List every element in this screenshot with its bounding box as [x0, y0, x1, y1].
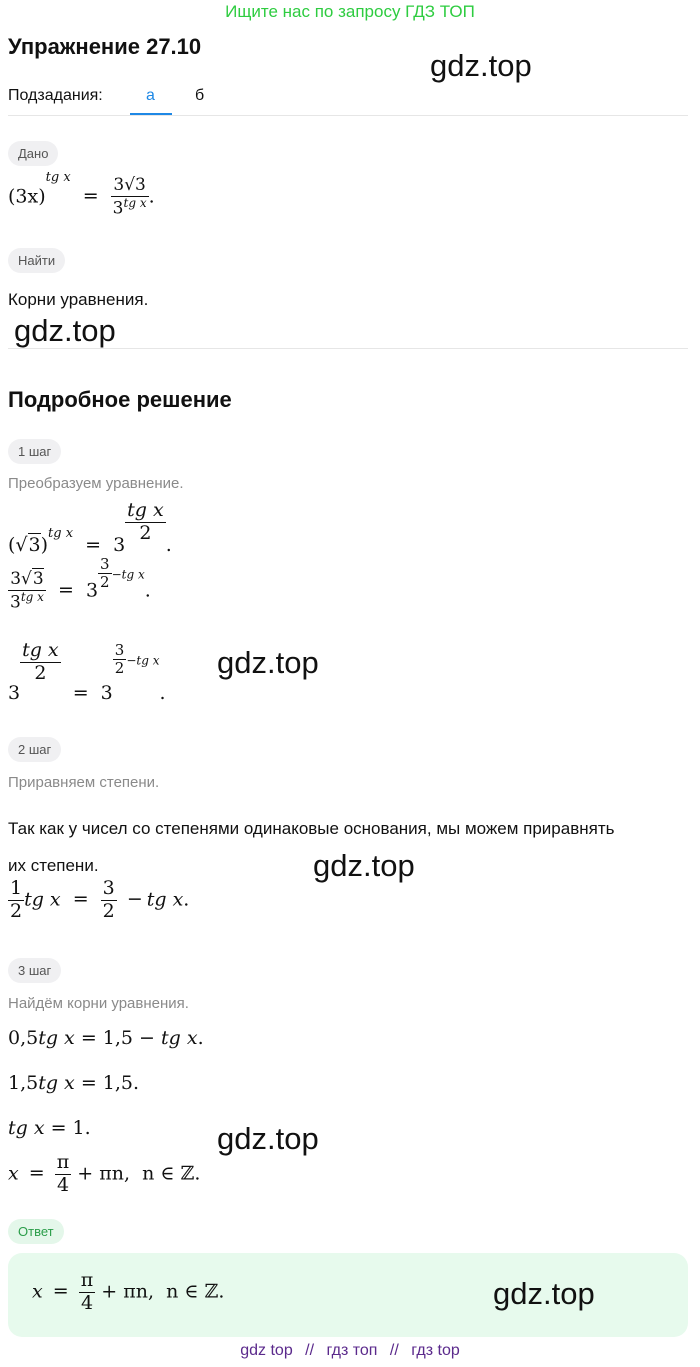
- given-eq-end: .: [148, 185, 155, 208]
- watermark: gdz.top: [313, 848, 415, 883]
- footer-links: [0, 1342, 700, 1360]
- divider: [8, 348, 688, 349]
- solution-title: Подробное решение: [8, 387, 232, 412]
- step-3-line-4: x = $\frac{\pi}{4}$ + πn, n ∈ ℤ.: [8, 1151, 201, 1196]
- footer-link-2[interactable]: гдз топ: [326, 1342, 378, 1359]
- step-1-caption: Преобразуем уравнение.: [8, 475, 184, 492]
- find-pill: Найти: [8, 248, 65, 273]
- step-3-line-3: tg x = 1.: [8, 1117, 91, 1139]
- watermark: gdz.top: [493, 1276, 595, 1311]
- watermark: gdz.top: [14, 313, 116, 348]
- step-1-line-1: $(√3)_{tg x} = 3$ $\frac{\text{tg x}}{2}$ .: [8, 499, 172, 557]
- footer-link-1[interactable]: gdz top: [240, 1342, 293, 1359]
- step-3-caption: Найдём корни уравнения.: [8, 995, 189, 1012]
- find-text: Корни уравнения.: [8, 290, 149, 309]
- step-2-text-line-1: Так как у чисел со степенями одинаковые основания, мы можем приравнять: [8, 819, 615, 838]
- step-3-line-2: 1,5tg x = 1,5.: [8, 1072, 140, 1094]
- watermark: gdz.top: [217, 1121, 319, 1156]
- given-rhs-den-exp: tg x: [123, 195, 147, 210]
- given-lhs-exp: tg x: [45, 170, 71, 185]
- given-equation: [8, 170, 155, 219]
- page-title: Упражнение 27.10: [8, 34, 202, 59]
- step-2-line-1: $\frac{1}{2}$ tg x = $\frac{3}{2}$ − tg x.: [10, 877, 190, 922]
- step-2-caption: Приравняем степени.: [8, 774, 160, 791]
- given-pill: Дано: [8, 141, 58, 166]
- step-2-text-line-2: их степени.: [8, 856, 99, 875]
- watermark: gdz.top: [430, 48, 532, 83]
- footer-separator: //: [389, 1342, 399, 1359]
- given-eq-sign: =: [82, 185, 99, 208]
- given-lhs-base: (3x): [8, 185, 46, 208]
- answer-value: x = $\frac{\pi}{4}$ + πn, n ∈ ℤ.: [32, 1269, 225, 1314]
- step-3-pill: 3 шаг: [8, 958, 61, 983]
- subtasks-label: Подзадания:: [8, 87, 103, 104]
- step-2-pill: 2 шаг: [8, 737, 61, 762]
- given-rhs-den-base: 3: [112, 198, 124, 219]
- footer-link-3[interactable]: гдз top: [411, 1342, 460, 1359]
- watermark: gdz.top: [217, 645, 319, 680]
- step-1-line-2: $\frac{3√3}{3^{tg x}}$ = 3 $\frac{3}{2}$ −tg x.: [10, 555, 151, 613]
- search-banner: Ищите нас по запросу ГДЗ ТОП: [225, 2, 475, 21]
- answer-pill: Ответ: [8, 1219, 64, 1244]
- divider: [8, 115, 688, 116]
- step-1-pill: 1 шаг: [8, 439, 61, 464]
- given-rhs-num: 3√3: [111, 176, 149, 197]
- tab-subtask-b[interactable]: б: [195, 87, 205, 104]
- footer-separator: //: [305, 1342, 315, 1359]
- tab-subtask-a[interactable]: а: [146, 87, 155, 104]
- given-rhs-fraction: [111, 176, 149, 219]
- step-3-line-1: 0,5tg x = 1,5 − tg x.: [8, 1027, 204, 1049]
- step-1-line-3: 3 $\frac{\text{tg x}}{2}$ = 3 $\frac{3}{2}$ −tg x.: [8, 639, 166, 705]
